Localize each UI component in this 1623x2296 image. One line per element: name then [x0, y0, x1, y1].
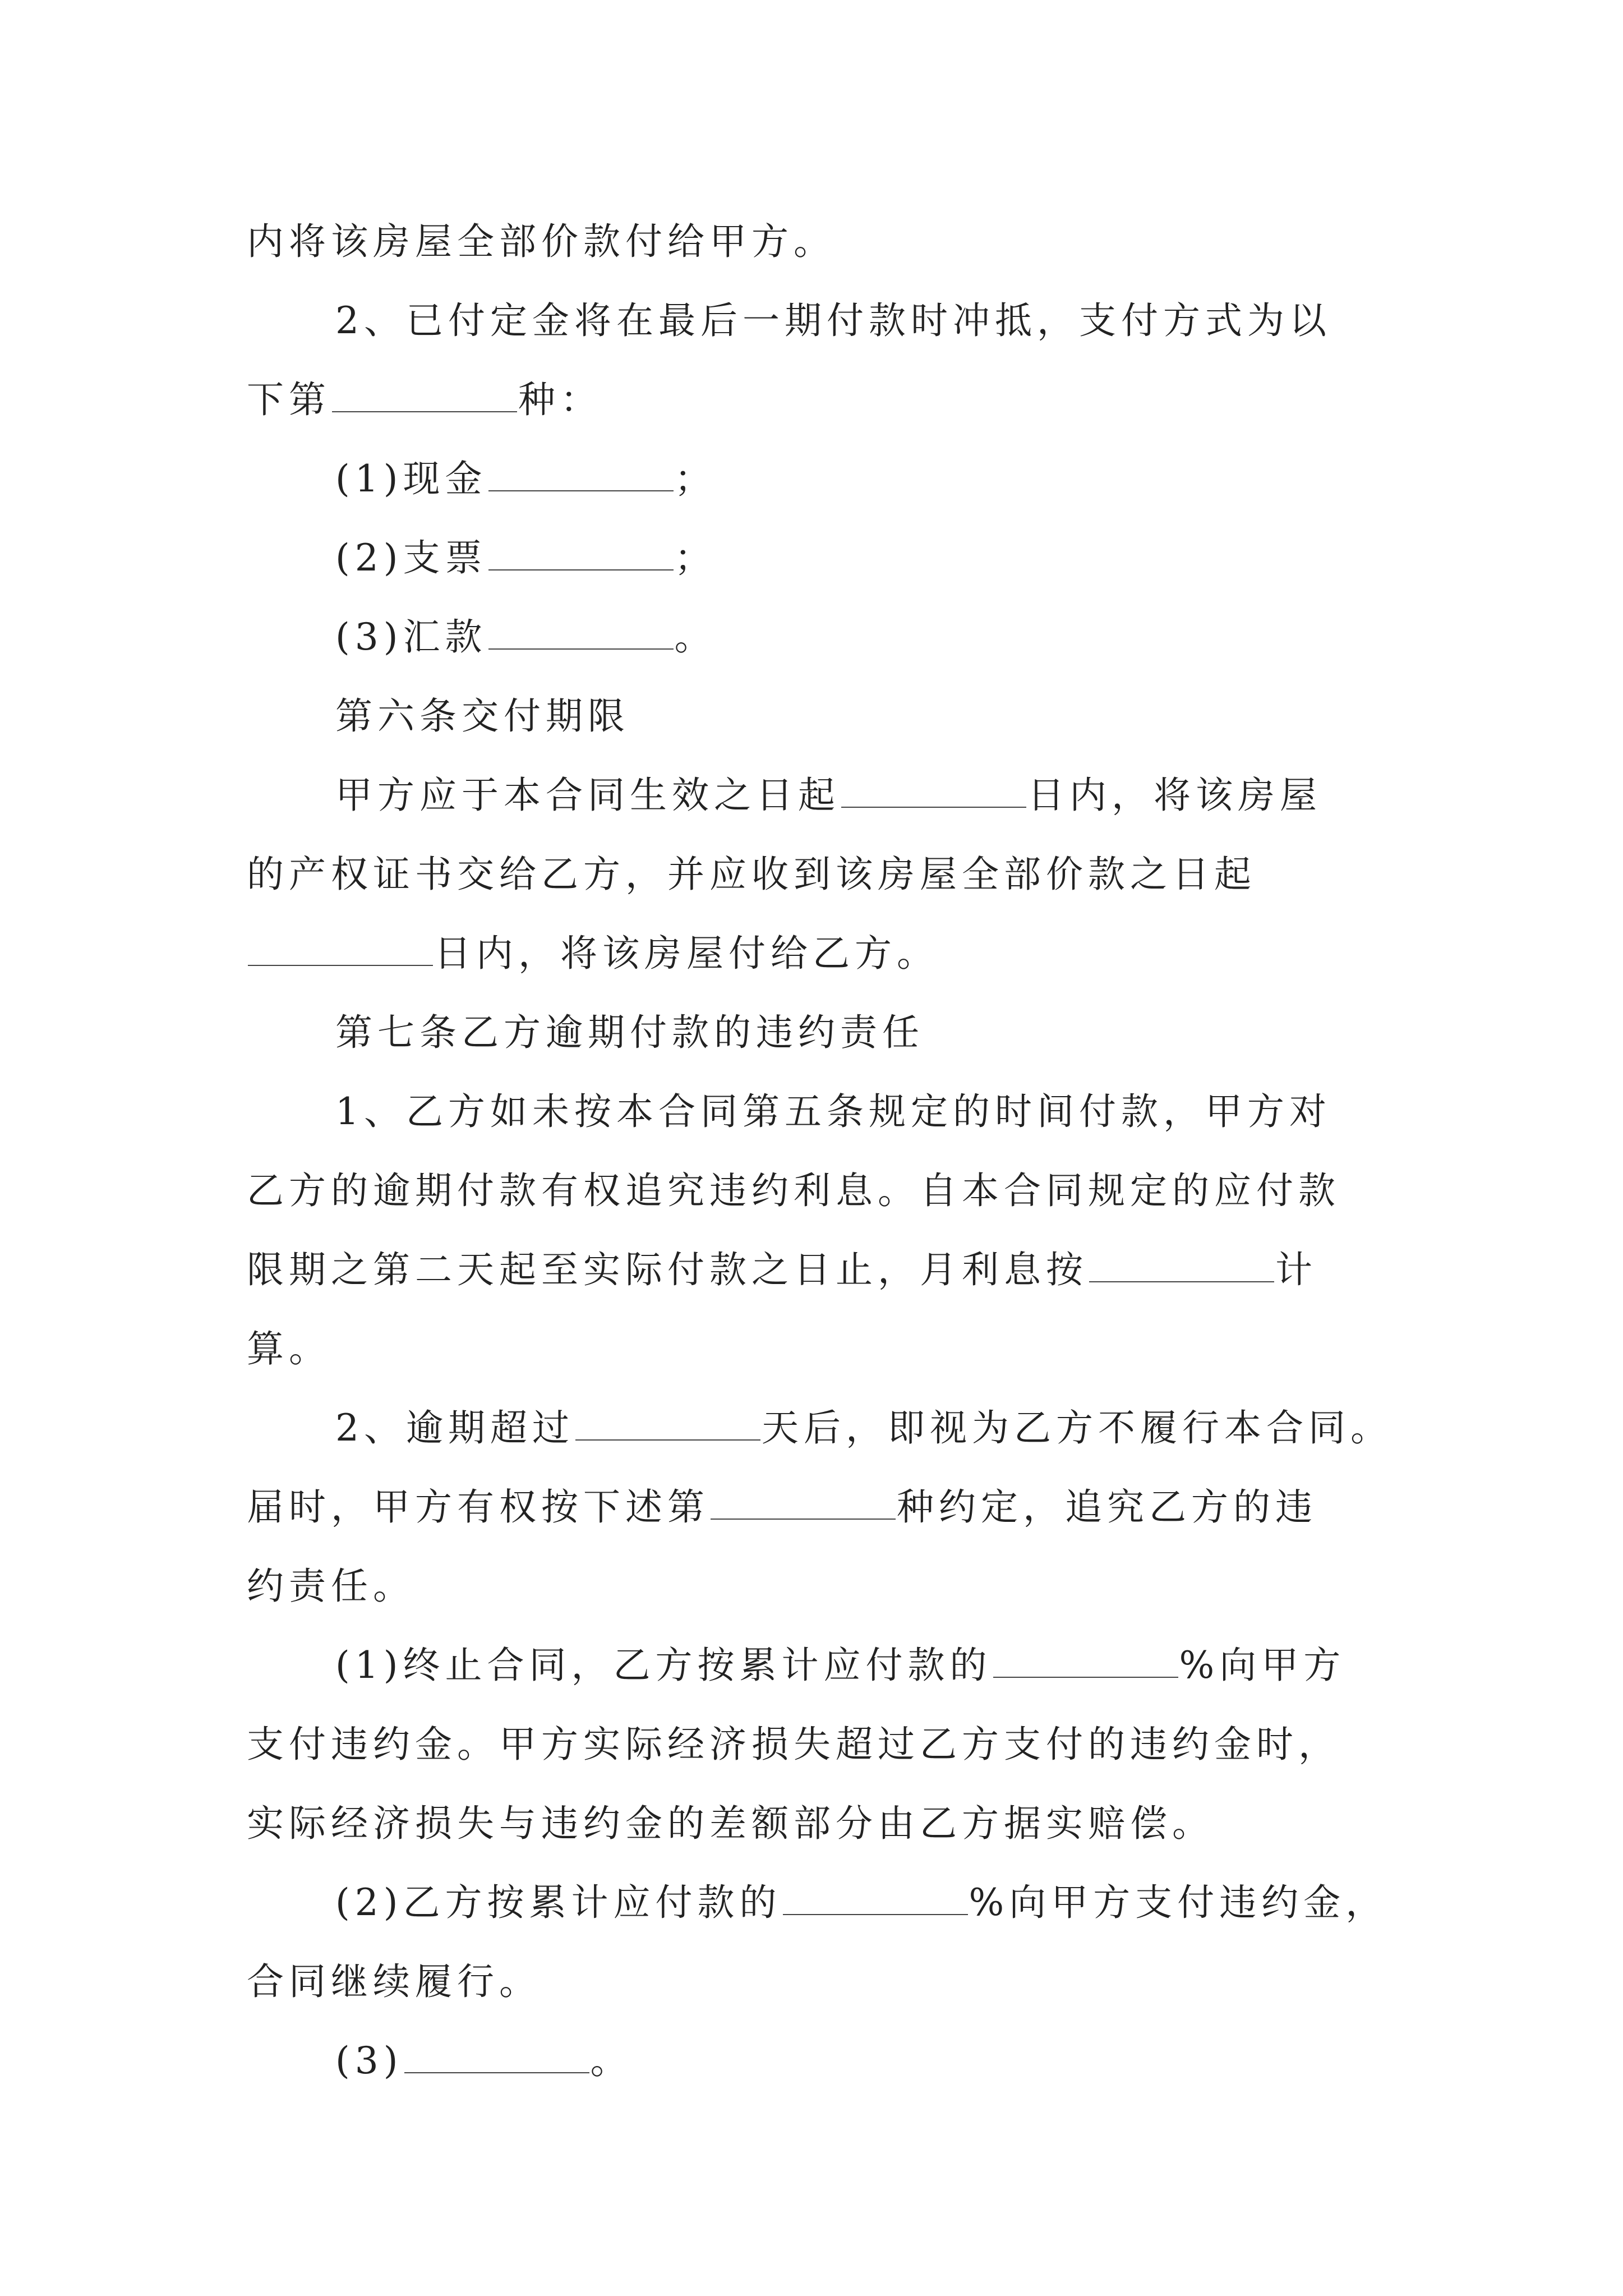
text-fragment: 日内，将该房屋付给乙方。 [434, 932, 939, 975]
text-fragment: 甲方应于本合同生效之日起 [335, 774, 840, 817]
text-line: 算。 [247, 1327, 331, 1370]
section-heading: 第七条乙方逾期付款的违约责任 [335, 1011, 924, 1054]
text-line [247, 360, 1380, 439]
text-fragment: %向甲方支付违约金， [969, 1881, 1388, 1924]
text-line: 1、乙方如未按本合同第五条规定的时间付款，甲方对 [335, 1090, 1331, 1133]
fill-in-blank[interactable] [248, 937, 433, 966]
text-line [247, 1467, 1380, 1547]
text-fragment: 2、逾期超过 [335, 1406, 574, 1450]
text-line: 合同继续履行。 [247, 1960, 541, 2003]
text-fragment: 种约定，追究乙方的违 [897, 1485, 1317, 1529]
text-line [247, 1626, 1380, 1705]
text-fragment: %向甲方 [1179, 1644, 1346, 1687]
text-line: 的产权证书交给乙方，并应收到该房屋全部价款之日起 [247, 853, 1256, 896]
text-line [247, 1388, 1393, 1467]
text-line: 约责任。 [247, 1565, 415, 1608]
text-fragment: (3) [335, 2039, 403, 2082]
text-fragment: 下第 [247, 378, 331, 421]
text-fragment: ； [674, 457, 717, 500]
text-fragment: (2)乙方按累计应付款的 [335, 1881, 782, 1924]
fill-in-blank[interactable] [488, 541, 674, 570]
section-heading: 第六条交付期限 [335, 694, 630, 738]
fill-in-blank[interactable] [404, 2044, 589, 2073]
text-line [247, 914, 1380, 993]
text-fragment: 计 [1275, 1248, 1317, 1291]
fill-in-blank[interactable] [332, 383, 517, 412]
fill-in-blank[interactable] [575, 1411, 760, 1441]
text-line: 内将该房屋全部价款付给甲方。 [247, 220, 836, 263]
text-line: 乙方的逾期付款有权追究违约利息。自本合同规定的应付款 [247, 1169, 1340, 1212]
text-fragment: 届时，甲方有权按下述第 [247, 1485, 709, 1529]
text-fragment: 天后，即视为乙方不履行本合同。 [762, 1406, 1393, 1450]
fill-in-blank[interactable] [993, 1649, 1178, 1678]
text-line [247, 2021, 1380, 2100]
text-fragment: 种： [518, 378, 602, 421]
fill-in-blank[interactable] [488, 462, 674, 491]
text-fragment: (1)终止合同，乙方按累计应付款的 [335, 1644, 992, 1687]
text-line: 支付违约金。甲方实际经济损失超过乙方支付的违约金时， [247, 1723, 1340, 1766]
fill-in-blank[interactable] [841, 779, 1026, 808]
fill-in-blank[interactable] [1089, 1253, 1274, 1282]
fill-in-blank[interactable] [488, 620, 674, 650]
text-line: 实际经济损失与违约金的差额部分由乙方据实赔偿。 [247, 1802, 1214, 1845]
text-line [247, 518, 1380, 597]
text-fragment: ； [674, 536, 717, 579]
text-fragment: (1)现金 [335, 457, 487, 500]
text-line [247, 597, 1380, 677]
text-fragment: 。 [674, 615, 717, 659]
document-page [247, 202, 1393, 2100]
text-fragment: (3)汇款 [335, 615, 487, 659]
text-line: 2、已付定金将在最后一期付款时冲抵，支付方式为以 [335, 299, 1331, 342]
text-line [247, 1863, 1388, 1942]
text-fragment: 。 [590, 2039, 633, 2082]
text-fragment: 日内，将该房屋 [1027, 774, 1322, 817]
fill-in-blank[interactable] [783, 1886, 968, 1915]
text-line [247, 1230, 1380, 1309]
text-line [247, 439, 1380, 518]
text-fragment: 限期之第二天起至实际付款之日止，月利息按 [247, 1248, 1088, 1291]
fill-in-blank[interactable] [711, 1490, 896, 1520]
text-fragment: (2)支票 [335, 536, 487, 579]
text-line [247, 756, 1380, 835]
